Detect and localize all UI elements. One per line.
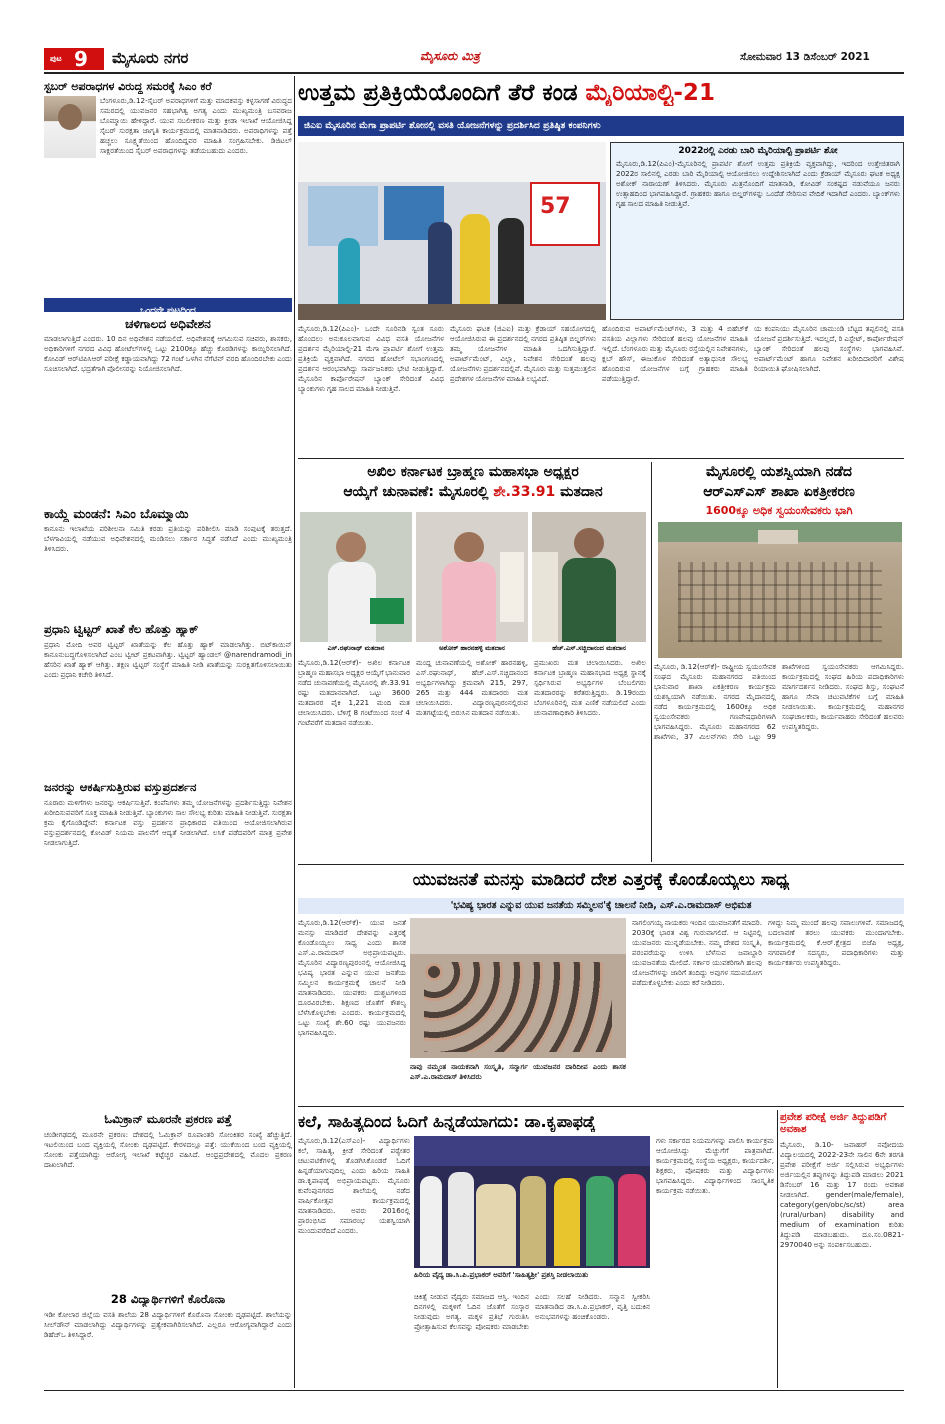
youth-col-3: ನಾಗಲಿಂಗಯ್ಯ ನಾಯಕರು ಇಂದಿನ ಯುವಜನತೆಗೆ ಮಾದರಿ. 2030ಕ್ಕೆ ಭಾರತ ವಿಶ್ವ ಗುರುವಾಗಲಿದೆ. ಆ ನಿಟ್ಟಿನಲ್ಲಿ ಯುವಜನರು ಮುನ್ನಡೆಯಬೇಕು. ನಮ್ಮ ದೇಶದ ಸಂಸ್ಕೃತಿ, ಪರಂಪರೆಯನ್ನು ಉಳಿಸಿ ಬೆಳೆಸುವ ಜವಾಬ್ದಾರಿ ಯುವಜನತೆಯ ಮೇಲಿದೆ. ಸರ್ಕಾರ ಯುವಕರಿಗಾಗಿ ಹಲವು ಯೋಜನೆಗಳನ್ನು ಜಾರಿಗೆ ತಂದಿದ್ದು ಅವುಗಳ ಸದುಪಯೋಗ ಪಡೆದುಕೊಳ್ಳಬೇಕು ಎಂದು ಕರೆ ನೀಡಿದರು. [632,918,762,987]
students-body: ಇಡೀ ಕೋಲಾರ ಜಿಲ್ಲೆಯ ವಸತಿ ಶಾಲೆಯ 28 ವಿದ್ಯಾರ್ಥಿಗಳಿಗೆ ಕೊರೊನಾ ಸೋಂಕು ದೃಢಪಟ್ಟಿದೆ. ಶಾಲೆಯನ್ನು ಸೀಲ್‌ಡೌನ್ ಮಾಡಲಾಗಿದ್ದು ವಿದ್ಯಾರ್ಥಿಗಳನ್ನು ಪ್ರತ್ಯೇಕವಾಗಿರಿಸಲಾಗಿದೆ. ಎಲ್ಲರೂ ಆರೋಗ್ಯವಾಗಿದ್ದಾರೆ ಎಂದು ಡಿಹೆಚ್‌ಒ ತಿಳಿಸಿದ್ದಾರೆ. [44,1310,292,1339]
realty-bottom-rule [298,458,904,459]
sub-banner-label: ಒಂದನೇ ಪುಟದಿಂದ [140,306,196,316]
page-bottom-rule [44,1390,904,1391]
rss-headline-1: ಮೈಸೂರಲ್ಲಿ ಯಶಸ್ವಿಯಾಗಿ ನಡೆದ [706,464,852,480]
brahmin-rss-divider [651,462,652,862]
omicron-headline: ಓಮಿಕ್ರಾನ್ ಮೂರನೇ ಪ್ರಕರಣ ಪತ್ತೆ [104,1112,232,1126]
brahmin-col-1: ಮೈಸೂರು,ಡಿ.12(ಆರ್‌ಕೆ)- ಅಖಿಲ ಕರ್ನಾಟಕ ಬ್ರಾಹ್ಮಣ ಮಹಾಸಭಾ ಅಧ್ಯಕ್ಷರ ಆಯ್ಕೆಗೆ ಭಾನುವಾರ ನಡೆದ ಚುನಾವಣೆಯಲ್ಲಿ ಮೈಸೂರಲ್ಲಿ ಶೇ.33.91 ರಷ್ಟು ಮತದಾನವಾಗಿದೆ. ಒಟ್ಟು 3600 ಮತದಾರರ ಪೈಕಿ 1,221 ಮಂದಿ ಮತ ಚಲಾಯಿಸಿದರು. ಬೆಳಿಗ್ಗೆ 8 ಗಂಟೆಯಿಂದ ಸಂಜೆ 4 ಗಂಟೆವರೆಗೆ ಮತದಾನ ನಡೆಯಿತು. [298,658,410,727]
brahmin-headline-2-red: ಶೇ.33.91 [493,484,556,500]
paper-name: ಮೈಸೂರು ಮಿತ್ರ [420,49,480,63]
art-exam-divider [777,1110,778,1388]
brahmin-headline-2-end: ಮತದಾನ [560,484,603,500]
stall-sign-number: 57 [540,194,571,219]
masthead-rule [44,72,904,74]
brahmin-headline-1: ಅಖಿಲ ಕರ್ನಾಟಕ ಬ್ರಾಹ್ಮಣ ಮಹಾಸಭಾ ಅಧ್ಯಕ್ಷರ [367,464,579,480]
sub-banner [44,298,292,316]
page-number: 9 [74,47,88,71]
exhibit-headline: ಜನರನ್ನು ಆಕರ್ಷಿಸುತ್ತಿರುವ ವಸ್ತುಪ್ರದರ್ಶನ [44,780,197,794]
realty-headline-main: ಉತ್ತಮ ಪ್ರತಿಕ್ರಿಯೆಯೊಂದಿಗೆ ತೆರೆ ಕಂಡ [298,80,578,106]
art-headline: ಕಲೆ, ಸಾಹಿತ್ಯದಿಂದ ಓದಿಗೆ ಹಿನ್ನಡೆಯಾಗದು: ಡಾ.ಕೃಪಾಫಡ್ಕೆ [298,1112,596,1131]
exam-headline: ಪ್ರವೇಶ ಪರೀಕ್ಷೆ ಅರ್ಜಿ ತಿದ್ದುಪಡಿಗೆ ಅವಕಾಶ [780,1112,887,1135]
exam-body: ಮೈಸೂರು, ಡಿ.10- ಜವಾಹರ್ ನವೋದಯ ವಿದ್ಯಾಲಯದಲ್ಲಿ 2022-23ನೇ ಸಾಲಿನ 6ನೇ ತರಗತಿ ಪ್ರವೇಶ ಪರೀಕ್ಷೆಗೆ ಅರ್ಜಿ ಸಲ್ಲಿಸಿರುವ ಅಭ್ಯರ್ಥಿಗಳು ಅರ್ಜಿಯಲ್ಲಿನ ತಪ್ಪುಗಳನ್ನು ತಿದ್ದುಪಡಿ ಮಾಡಲು 2021 ಡಿಸೆಂಬರ್ 16 ಮತ್ತು 17 ರಂದು ಅವಕಾಶ ನೀಡಲಾಗಿದೆ. gender(male/female), category(gen/obc/sc/st) area (rural/urban) disability and medium of examination ಕುರಿತು ತಿದ್ದುಪಡಿ ಮಾಡಬಹುದು. ದೂ.ಸಂ.0821-2970040 ಅನ್ನು ಸಂಪರ್ಕಿಸಬಹುದು. [780,1140,904,1249]
youth-subhead-bar [298,898,904,914]
realty-headline [298,80,904,106]
section-title: ಮೈಸೂರು ನಗರ [112,49,189,67]
youth-bottom-rule [298,1106,904,1107]
realty-col-3: ಹೊಂದಿರುವ ಅಪಾರ್ಟ್‌ಮೆಂಟ್‌ಗಳು, 3 ಮತ್ತು 4 ಬಿಹೆಚ್‌ಕೆ ವಸತಿಯ ವಿಲ್ಲಾಗಳು ಸೇರಿದಂತೆ ಹಲವು ಯೋಜನೆಗಳ ಮಾಹಿತಿ ಇಲ್ಲಿದೆ. ಬೆಂಗಳೂರು ಮತ್ತು ಮೈಸೂರು ರಸ್ತೆಯಲ್ಲಿನ ನಿವೇಶನಗಳು, ಕ್ಲಬ್ ಹೌಸ್, ಈಜುಕೊಳ ಸೇರಿದಂತೆ ಅತ್ಯಾಧುನಿಕ ಸೌಲಭ್ಯ ಹೊಂದಿರುವ ಯೋಜನೆಗಳ ಬಗ್ಗೆ ಗ್ರಾಹಕರು ಮಾಹಿತಿ ಪಡೆಯುತ್ತಿದ್ದಾರೆ. [602,324,748,383]
realty-box-title: 2022ರಲ್ಲಿ ಎರಡು ಬಾರಿ ಮೈರಿಯಾಲ್ಟಿ ಪ್ರಾಪರ್ಟಿ ಶೋ [678,146,838,156]
brahmin-headline-2 [298,484,648,500]
youth-photo-caption: ನಾವು ನಮ್ಮಂತ ನಾಯಕನಾಗಿ ಸಂಸ್ಕೃತಿ, ಸನ್ಮಾರ್ಗ ಯುವಜನರ ದಾರಿದೀಪ ಎಂದು ಶಾಸಕ ಎಸ್.ಎ.ರಾಮದಾಸ್ ತಿಳಿಸಿದರು [410,1062,626,1081]
youth-photo [410,918,626,1058]
voter-photo-3 [532,512,646,642]
art-col-3: ಚಿಕಿತ್ಸೆ ನೀಡುವ ವೈದ್ಯರು ಸಮಾಜದ ಆಸ್ತಿ. ಇಂದಿನ ದಿನಗಳಲ್ಲಿ ಮಕ್ಕಳಿಗೆ ಓದಿನ ಜೊತೆಗೆ ಸಂಸ್ಕಾರ ನೀಡುವುದು ಅಗತ್ಯ. ಮಕ್ಕಳ ಪ್ರತಿಭೆ ಗುರುತಿಸಿ ಪ್ರೋತ್ಸಾಹಿಸುವ ಕೆಲಸವನ್ನು ಪೋಷಕರು ಮಾಡಬೇಕು ಎಂದು ಸಲಹೆ ನೀಡಿದರು. ಸನ್ಮಾನ ಸ್ವೀಕರಿಸಿ ಮಾತನಾಡಿದ ಡಾ.ಸಿ.ಪಿ.ಪ್ರಭಾಕರ್, ವೃತ್ತಿ ಬದುಕಿನ ಅನುಭವಗಳನ್ನು ಹಂಚಿಕೊಂಡರು. [414,1292,650,1331]
realty-subhead: ಜಿಎಐ ಮೈಸೂರಿನ ಮೆಗಾ ಪ್ರಾಪರ್ಟಿ ಶೋನಲ್ಲಿ ವಸತಿ ಯೋಜನೆಗಳನ್ನು ಪ್ರದರ್ಶಿಸಿದ ಪ್ರತಿಷ್ಠಿತ ಕಂಪನಿಗಳು [304,120,601,131]
left-column-divider [294,76,295,1388]
session-body: ಮಾಡಲಾಗುತ್ತಿದೆ ಎಂದರು. 10 ದಿನ ಅಧಿವೇಶನ ನಡೆಯಲಿದೆ. ಅಧಿವೇಶನಕ್ಕೆ ಆಗಮಿಸುವ ಸಚಿವರು, ಶಾಸಕರು, ಅಧಿಕಾರಿಗಳಿಗೆ ನಗರದ ವಿವಿಧ ಹೋಟೆಲ್‌ಗಳಲ್ಲಿ ಒಟ್ಟು 2100ಕ್ಕೂ ಹೆಚ್ಚು ಕೊಠಡಿಗಳನ್ನು ಕಾಯ್ದಿರಿಸಲಾಗಿದೆ. ಕೋವಿಡ್ ಆರ್‌ಟಿಪಿಸಿಆರ್ ಪರೀಕ್ಷೆ ಕಡ್ಡಾಯವಾಗಿದ್ದು 72 ಗಂಟೆ ಒಳಗಿನ ನೆಗೆಟಿವ್ ವರದಿ ಹೊಂದಿರಬೇಕು ಎಂದು ಸೂಚಿಸಲಾಗಿದೆ. ಭದ್ರತೆಗಾಗಿ ಪೊಲೀಸರನ್ನು ನಿಯೋಜಿಸಲಾಗಿದೆ. [44,334,292,373]
page-label: ಪುಟ [50,54,62,63]
youth-col-4: ಗಳಿದ್ದು ನಿಮ್ಮ ಮುಂದೆ ಹಲವು ಸವಾಲುಗಳಿವೆ. ಸಮಾಜದಲ್ಲಿ ಬದಲಾವಣೆ ತರಲು ಯುವಕರು ಮುಂದಾಗಬೇಕು. ಕಾರ್ಯಕ್ರಮದಲ್ಲಿ ಕೆ.ಆರ್.ಕ್ಷೇತ್ರದ ಬಿಜೆಪಿ ಅಧ್ಯಕ್ಷ, ನಗರಪಾಲಿಕೆ ಸದಸ್ಯರು, ಪದಾಧಿಕಾರಿಗಳು ಮತ್ತು ಕಾರ್ಯಕರ್ತರು ಉಪಸ್ಥಿತರಿದ್ದರು. [768,918,904,967]
rss-story [654,462,904,862]
issue-date: ಸೋಮವಾರ 13 ಡಿಸೆಂಬರ್ 2021 [740,51,870,63]
youth-subhead: 'ಭವಿಷ್ಯ ಭಾರತ ಎನ್ನುವ ಯುವ ಜನತೆಯ ಸಮ್ಮಿಲನ'ಕ್ಕೆ ಚಾಲನೆ ನೀಡಿ, ಎಸ್.ಎ.ರಾಮದಾಸ್ ಅಭಿಮತ [450,900,752,911]
omicron-body: ಚಂಡೀಗಢದಲ್ಲಿ ಮೂರನೇ ಪ್ರಕರಣ: ದೇಶದಲ್ಲಿ ಓಮಿಕ್ರಾನ್ ರೂಪಾಂತರಿ ಸೋಂಕಿತರ ಸಂಖ್ಯೆ ಹೆಚ್ಚುತ್ತಿದೆ. ಇಟಲಿಯಿಂದ ಬಂದ ವ್ಯಕ್ತಿಯಲ್ಲಿ ಸೋಂಕು ದೃಢಪಟ್ಟಿದೆ. ಕೇರಳದಲ್ಲೂ ಪತ್ತೆ: ಯುಕೆಯಿಂದ ಬಂದ ವ್ಯಕ್ತಿಯಲ್ಲಿ ಸೋಂಕು ಪತ್ತೆಯಾಗಿದ್ದು ಆರೋಗ್ಯ ಇಲಾಖೆ ಕಟ್ಟೆಚ್ಚರ ವಹಿಸಿದೆ. ಆಂಧ್ರಪ್ರದೇಶದಲ್ಲಿ ಮೊದಲ ಪ್ರಕರಣ ದಾಖಲಾಗಿದೆ. [44,1130,292,1169]
masthead [0,44,945,72]
realty-story [298,76,904,456]
art-photo [414,1136,650,1268]
voter-photo-2 [416,512,528,642]
art-photo-caption: ಹಿರಿಯ ವೈದ್ಯ ಡಾ.ಸಿ.ಪಿ.ಪ್ರಭಾಕರ್ ಅವರಿಗೆ 'ಸಾಹಿತ್ಯಶ್ರೀ' ಪ್ರಶಸ್ತಿ ನೀಡಲಾಯಿತು [414,1270,589,1279]
realty-subhead-bar [298,116,904,136]
realty-photo [298,142,606,320]
voter-photo-1 [300,512,412,642]
hack-body: ಪ್ರಧಾನಿ ಮೋದಿ ಅವರ ಟ್ವಿಟ್ಟರ್ ಖಾತೆಯನ್ನು ಕೆಲ ಹೊತ್ತು ಹ್ಯಾಕ್ ಮಾಡಲಾಗಿತ್ತು. ಬಿಟ್‌ಕಾಯಿನ್ ಕಾನೂನುಬದ್ಧಗೊಳಿಸಲಾಗಿದೆ ಎಂಬ ಟ್ವೀಟ್ ಪ್ರಕಟವಾಗಿತ್ತು. ಟ್ವಿಟ್ಟರ್ ಹ್ಯಾಂಡಲ್ @narendramodi_in ಹೆಸರಿನ ಖಾತೆ ಹ್ಯಾಕ್ ಆಗಿತ್ತು. ತಕ್ಷಣ ಟ್ವಿಟ್ಟರ್ ಸಂಸ್ಥೆಗೆ ಮಾಹಿತಿ ನೀಡಿ ಖಾತೆಯನ್ನು ಸುರಕ್ಷಿತಗೊಳಿಸಲಾಯಿತು ಎಂದು ಪ್ರಧಾನಿ ಕಚೇರಿ ತಿಳಿಸಿದೆ. [44,640,292,679]
art-col-1: ಮೈಸೂರು,ಡಿ.12(ಎಸ್‌ಎಂ)- ವಿದ್ಯಾರ್ಥಿಗಳು ಕಲೆ, ಸಾಹಿತ್ಯ, ಕ್ರೀಡೆ ಸೇರಿದಂತೆ ಪಠ್ಯೇತರ ಚಟುವಟಿಕೆಗಳಲ್ಲಿ ತೊಡಗಿಸಿಕೊಂಡರೆ ಓದಿಗೆ ಹಿನ್ನಡೆಯಾಗುವುದಿಲ್ಲ ಎಂದು ಹಿರಿಯ ಸಾಹಿತಿ ಡಾ.ಕೃಪಾಫಡ್ಕೆ ಅಭಿಪ್ರಾಯಪಟ್ಟರು. ಮೈಸೂರು ಕುವೆಂಪುನಗರದ ಶಾಲೆಯಲ್ಲಿ ನಡೆದ ವಾರ್ಷಿಕೋತ್ಸವ ಕಾರ್ಯಕ್ರಮದಲ್ಲಿ ಮಾತನಾಡಿದರು. ಅವರು 2016ರಲ್ಲಿ ಪ್ರಾರಂಭಿಸಿದ ಸಮಾರಂಭ ಯಶಸ್ವಿಯಾಗಿ ಮುಂದುವರೆದಿದೆ ಎಂದರು. [298,1136,410,1235]
rss-subhead: 1600ಕ್ಕೂ ಅಧಿಕ ಸ್ವಯಂಸೇವಕರು ಭಾಗಿ [705,504,853,517]
hack-headline: ಪ್ರಧಾನಿ ಟ್ವಿಟ್ಟರ್ ಖಾತೆ ಕೆಲ ಹೊತ್ತು ಹ್ಯಾಕ್ [44,622,199,636]
realty-col-4: ಯ ಕಂಪನಿಯು ಮೈಸೂರಿನ ಚಾಮುಂಡಿ ಬೆಟ್ಟದ ತಪ್ಪಲಿನಲ್ಲಿ ವಸತಿ ಯೋಜನೆ ಪ್ರದರ್ಶಿಸುತ್ತಿದೆ. ಇದಲ್ಲದೆ, ರಿ ಎಸ್ಟೇಟ್, ಕಾರ್ಪೋರೇಷನ್ ಬ್ಯಾಂಕ್ ಸೇರಿದಂತೆ ಹಲವು ಸಂಸ್ಥೆಗಳು ಭಾಗವಹಿಸಿವೆ. ಅಪಾರ್ಟ್‌ಮೆಂಟ್ ಹಾಗೂ ನಿವೇಶನ ಖರೀದಿದಾರರಿಗೆ ವಿಶೇಷ ರಿಯಾಯಿತಿ ಘೋಷಿಸಲಾಗಿದೆ. [754,324,904,373]
rss-headline-2: ಆರ್‌ಎಸ್‌ಎಸ್ ಶಾಖಾ ಏಕತ್ರೀಕರಣ [703,484,855,500]
brahmin-col-2: ಮಂದ್ದ ಚುನಾವಣೆಯಲ್ಲಿ ಅಶೋಕ್ ಹಾರನಹಳ್ಳಿ, ಎಸ್.ರಘುನಾಥ್, ಹೆಚ್.ಎಸ್.ಸಚ್ಚಿದಾನಂದ ಅಭ್ಯರ್ಥಿಗಳಾಗಿದ್ದು ಕ್ರಮವಾಗಿ 215, 297, 265 ಮತ್ತು 444 ಮತದಾರರು ಮತ ಚಲಾಯಿಸಿದರು. ವಿದ್ಯಾರಣ್ಯಪುರಂನಲ್ಲಿರುವ ಮತಗಟ್ಟೆಯಲ್ಲಿ ಬಿರುಸಿನ ಮತದಾನ ನಡೆಯಿತು. [416,658,528,717]
law-headline: ಕಾಯ್ದೆ ಮಂಡನೆ: ಸಿಎಂ ಬೊಮ್ಮಾಯಿ [44,506,189,521]
cm-portrait [44,96,96,158]
page-number-box [44,48,104,70]
youth-headline: ಯುವಜನತೆ ಮನಸ್ಸು ಮಾಡಿದರೆ ದೇಶ ಎತ್ತರಕ್ಕೆ ಕೊಂಡೊಯ್ಯಲು ಸಾಧ್ಯ [412,870,790,890]
youth-story [298,868,904,1104]
exam-notice [780,1110,904,1388]
realty-info-box [610,142,904,320]
lead-body: ಬೆಂಗಳೂರು,ಡಿ.12-ಸೈಬರ್ ಅಪರಾಧಗಳಿಗೆ ಮತ್ತು ಮಾದಕವಸ್ತು ಕಳ್ಳಸಾಗಣೆ ವಿರುದ್ಧದ ಸಮರದಲ್ಲಿ ಯುವಜನರ ಸಹಭಾಗಿತ್ವ ಅಗತ್ಯ ಎಂದು ಮುಖ್ಯಮಂತ್ರಿ ಬಸವರಾಜ ಬೊಮ್ಮಾಯಿ ಹೇಳಿದ್ದಾರೆ. ಯುವ ಸಬಲೀಕರಣ ಮತ್ತು ಕ್ರೀಡಾ ಇಲಾಖೆ ಆಯೋಜಿಸಿದ್ದ ಸೈಬರ್ ಸುರಕ್ಷತಾ ಜಾಗೃತಿ ಕಾರ್ಯಕ್ರಮದಲ್ಲಿ ಮಾತನಾಡಿದರು. ಅಪರಾಧಿಗಳನ್ನು ಪತ್ತೆ ಹಚ್ಚಲು ಸೂಕ್ಷ್ಮತೆಯಿಂದ ಹೊಂದಿದ್ದವರ ಮಾಹಿತಿ ಸಂಗ್ರಹಿಸಬೇಕು. ಡಿಜಿಟಲ್ ಸಾಕ್ಷರತೆಯಿಂದ ಸೈಬರ್ ಅಪರಾಧಗಳನ್ನು ತಡೆಯಬಹುದು ಎಂದರು. [100,96,292,155]
brahmin-col-3: ಪ್ರಮುಖರು ಮತ ಚಲಾಯಿಸಿದರು. ಅಖಿಲ ಕರ್ನಾಟಕ ಬ್ರಾಹ್ಮಣ ಮಹಾಸಭಾದ ಅಧ್ಯಕ್ಷ ಸ್ಥಾನಕ್ಕೆ ಸ್ಪರ್ಧಿಸಿರುವ ಅಭ್ಯರ್ಥಿಗಳ ಬೆಂಬಲಿಗರು ಮತದಾರರನ್ನು ಕರೆತರುತ್ತಿದ್ದರು. ಡಿ.19ರಂದು ಬೆಂಗಳೂರಿನಲ್ಲಿ ಮತ ಎಣಿಕೆ ನಡೆಯಲಿದೆ ಎಂದು ಚುನಾವಣಾಧಿಕಾರಿ ತಿಳಿಸಿದರು. [534,658,646,717]
realty-col-1: ಮೈಸೂರು,ಡಿ.12(ಪಿಎಂ)- ಒಂದೇ ಸೂರಿನಡಿ ಸ್ವಂತ ಸೂರು ಹೊಂದಲು ಅನುಕೂಲವಾಗುವ ವಿವಿಧ ವಸತಿ ಯೋಜನೆಗಳ ಪ್ರದರ್ಶನ ಮೈರಿಯಾಲ್ಟಿ-21 ಮೆಗಾ ಪ್ರಾಪರ್ಟಿ ಶೋಗೆ ಉತ್ತಮ ಪ್ರತಿಕ್ರಿಯೆ ವ್ಯಕ್ತವಾಗಿದೆ. ನಗರದ ಹೋಟೆಲ್ ಸಭಾಂಗಣದಲ್ಲಿ ಪ್ರದರ್ಶನ ಆರಂಭವಾಗಿದ್ದು ಸಾರ್ವಜನಿಕರು ಭೇಟಿ ನೀಡುತ್ತಿದ್ದಾರೆ. ಮೈಸೂರಿನ ಕಾರ್ಪೊರೇಷನ್ ಬ್ಯಾಂಕ್ ಸೇರಿದಂತೆ ವಿವಿಧ ಬ್ಯಾಂಕುಗಳು ಗೃಹ ಸಾಲದ ಮಾಹಿತಿ ನೀಡುತ್ತಿವೆ. [298,324,444,393]
rss-body: ಮೈಸೂರು, ಡಿ.12(ಆರ್‌ಕೆ)- ರಾಷ್ಟ್ರೀಯ ಸ್ವಯಂಸೇವಕ ಸಂಘದ ಮೈಸೂರು ಮಹಾನಗರದ ವತಿಯಿಂದ ಭಾನುವಾರ ಶಾಖಾ ಏಕತ್ರೀಕರಣ ಕಾರ್ಯಕ್ರಮ ಯಶಸ್ವಿಯಾಗಿ ನಡೆಯಿತು. ನಗರದ ಮೈದಾನದಲ್ಲಿ ನಡೆದ ಕಾರ್ಯಕ್ರಮದಲ್ಲಿ 1600ಕ್ಕೂ ಅಧಿಕ ಸ್ವಯಂಸೇವಕರು ಗಣವೇಷಧಾರಿಗಳಾಗಿ ಭಾಗವಹಿಸಿದ್ದರು. ಮೈಸೂರು ಮಹಾನಗರದ 62 ಶಾಖೆಗಳು, 37 ಮಿಲನ್‌ಗಳು ಸೇರಿ ಒಟ್ಟು 99 ಶಾಖೆಗಳಿಂದ ಸ್ವಯಂಸೇವಕರು ಆಗಮಿಸಿದ್ದರು. ಕಾರ್ಯಕ್ರಮದಲ್ಲಿ ಸಂಘದ ಹಿರಿಯ ಪದಾಧಿಕಾರಿಗಳು ಮಾರ್ಗದರ್ಶನ ನೀಡಿದರು. ಸಂಘದ ಶಿಸ್ತು, ಸಂಘಟನೆ ಹಾಗೂ ಸೇವಾ ಚಟುವಟಿಕೆಗಳ ಬಗ್ಗೆ ಮಾಹಿತಿ ನೀಡಲಾಯಿತು. ಕಾರ್ಯಕ್ರಮದಲ್ಲಿ ಮಹಾನಗರ ಸಂಘಚಾಲಕರು, ಕಾರ್ಯವಾಹರು ಸೇರಿದಂತೆ ಹಲವರು ಉಪಸ್ಥಿತರಿದ್ದರು. [654,662,904,741]
law-body: ಕಾನೂನು ಇಲಾಖೆಯ ಪರಿಶೀಲನಾ ಸಮಿತಿ ಕರಡು ಪ್ರತಿಯನ್ನು ಪರಿಶೀಲಿಸಿ ಮಾಡಿ ಸಂಪುಟಕ್ಕೆ ತರುತ್ತದೆ. ಬೆಳಗಾವಿಯಲ್ಲಿ ನಡೆಯುವ ಅಧಿವೇಶನದಲ್ಲಿ ಮಂಡಿಸಲು ಸರ್ಕಾರ ಸಿದ್ಧತೆ ನಡೆಸಿದೆ ಎಂದು ಮುಖ್ಯಮಂತ್ರಿ ತಿಳಿಸಿದರು. [44,524,292,553]
exhibit-body: ನೂರಾರು ಮಳಿಗೆಗಳು ಜನರನ್ನು ಆಕರ್ಷಿಸುತ್ತಿವೆ. ಕಂಪೆನಿಗಳು ತಮ್ಮ ಯೋಜನೆಗಳನ್ನು ಪ್ರದರ್ಶಿಸುತ್ತಿದ್ದು ನಿವೇಶನ ಖರೀದಿಸುವವರಿಗೆ ಸೂಕ್ತ ಮಾಹಿತಿ ನೀಡುತ್ತಿವೆ. ಬ್ಯಾಂಕುಗಳು ಸಾಲ ಸೌಲಭ್ಯ ಕುರಿತು ಮಾಹಿತಿ ನೀಡುತ್ತಿವೆ. ಸುರಕ್ಷತಾ ಕ್ರಮ ಕೈಗೊಂಡಿದ್ದೇವೆ: ಕರ್ನಾಟಕ ವಸ್ತು ಪ್ರದರ್ಶನ ಪ್ರಾಧಿಕಾರದ ವತಿಯಿಂದ ಆಯೋಜಿಸಲಾಗಿರುವ ವಸ್ತುಪ್ರದರ್ಶನದಲ್ಲಿ ಕೋವಿಡ್ ನಿಯಮ ಪಾಲನೆಗೆ ಆದ್ಯತೆ ನೀಡಲಾಗಿದೆ. ಲಸಿಕೆ ಪಡೆದವರಿಗೆ ಮಾತ್ರ ಪ್ರವೇಶ ನೀಡಲಾಗುತ್ತಿದೆ. [44,798,292,847]
art-story [298,1110,774,1388]
realty-col-2: ಮೈಸೂರು ಘಟಕ (ಜಿಎಐ) ಮತ್ತು ಕ್ರೆಡಾಯ್ ಸಹಯೋಗದಲ್ಲಿ ಆಯೋಜಿಸಿರುವ ಈ ಪ್ರದರ್ಶನದಲ್ಲಿ ನಗರದ ಪ್ರತಿಷ್ಠಿತ ಬಿಲ್ಡರ್‌ಗಳು ತಮ್ಮ ಯೋಜನೆಗಳ ಮಾಹಿತಿ ಒದಗಿಸುತ್ತಿದ್ದಾರೆ. ಅಪಾರ್ಟ್‌ಮೆಂಟ್, ವಿಲ್ಲಾ, ನಿವೇಶನ ಸೇರಿದಂತೆ ಹಲವು ಯೋಜನೆಗಳು ಪ್ರದರ್ಶನದಲ್ಲಿವೆ. ಮೈಸೂರು ಮತ್ತು ಸುತ್ತಮುತ್ತಲಿನ ಪ್ರದೇಶಗಳ ಯೋಜನೆಗಳ ಮಾಹಿತಿ ಲಭ್ಯವಿದೆ. [450,324,596,383]
brahmin-story [298,462,648,862]
voter-caption-3: ಹೆಚ್.ಎಸ್.ಸಚ್ಚಿದಾನಂದ ಮತದಾನ [552,644,626,652]
youth-col-1: ಮೈಸೂರು,ಡಿ.12(ಆರ್‌ಕೆ)- ಯುವ ಜನತೆ ಮನಸ್ಸು ಮಾಡಿದರೆ ದೇಶವನ್ನು ಎತ್ತರಕ್ಕೆ ಕೊಂಡೊಯ್ಯಲು ಸಾಧ್ಯ ಎಂದು ಶಾಸಕ ಎಸ್.ಎ.ರಾಮದಾಸ್ ಅಭಿಪ್ರಾಯಪಟ್ಟರು. ಮೈಸೂರಿನ ವಿದ್ಯಾರಣ್ಯಪುರಂನಲ್ಲಿ ಆಯೋಜಿಸಿದ್ದ ಭವಿಷ್ಯ ಭಾರತ ಎನ್ನುವ ಯುವ ಜನತೆಯ ಸಮ್ಮಿಲನ ಕಾರ್ಯಕ್ರಮಕ್ಕೆ ಚಾಲನೆ ನೀಡಿ ಮಾತನಾಡಿದರು. ಯುವಕರು ದುಶ್ಚಟಗಳಿಂದ ದೂರವಿರಬೇಕು. ಶಿಕ್ಷಣದ ಜೊತೆಗೆ ಕೌಶಲ್ಯ ಬೆಳೆಸಿಕೊಳ್ಳಬೇಕು ಎಂದರು. ಕಾರ್ಯಕ್ರಮದಲ್ಲಿ ಒಟ್ಟು ಸಂಖ್ಯೆ ಶೇ.60 ರಷ್ಟು ಯುವಜನರು ಭಾಗವಹಿಸಿದ್ದರು. [298,918,406,1037]
voter-caption-1: ಎಸ್.ರಘುನಾಥ್ ಮತದಾನ [327,644,385,652]
rss-bottom-rule [298,864,904,865]
students-headline: 28 ವಿದ್ಯಾರ್ಥಿಗಳಿಗೆ ಕೊರೊನಾ [110,1292,226,1306]
left-column [44,76,292,1388]
brahmin-headline-2-main: ಆಯ್ಕೆಗೆ ಚುನಾವಣೆ: ಮೈಸೂರಲ್ಲಿ [343,484,489,500]
art-col-4: ಗಳು ಸರ್ಕಾರದ ನಿಯಮಗಳನ್ನು ಪಾಲಿಸಿ ಕಾರ್ಯಕ್ರಮ ಆಯೋಜಿಸಿದ್ದು ಮೆಚ್ಚುಗೆಗೆ ಪಾತ್ರವಾಗಿದೆ. ಕಾರ್ಯಕ್ರಮದಲ್ಲಿ ಸಂಸ್ಥೆಯ ಅಧ್ಯಕ್ಷರು, ಕಾರ್ಯದರ್ಶಿ, ಶಿಕ್ಷಕರು, ಪೋಷಕರು ಮತ್ತು ವಿದ್ಯಾರ್ಥಿಗಳು ಭಾಗವಹಿಸಿದ್ದರು. ವಿದ್ಯಾರ್ಥಿಗಳಿಂದ ಸಾಂಸ್ಕೃತಿಕ ಕಾರ್ಯಕ್ರಮ ನಡೆಯಿತು. [656,1136,774,1195]
voter-caption-2: ಅಶೋಕ್ ಹಾರನಹಳ್ಳಿ ಮತದಾನ [439,644,505,652]
rss-ground-photo [658,522,902,658]
realty-box-body: ಮೈಸೂರು,ಡಿ.12(ಪಿಎಂ)-ಮೈಸೂರಿನಲ್ಲಿ ಪ್ರಾಪರ್ಟಿ ಶೋಗೆ ಉತ್ತಮ ಪ್ರತಿಕ್ರಿಯೆ ವ್ಯಕ್ತವಾಗಿದ್ದು, ಇದರಿಂದ ಉತ್ತೇಜಿತರಾಗಿ 2022ರ ಸಾಲಿನಲ್ಲಿ ಎರಡು ಬಾರಿ ಮೈರಿಯಾಲ್ಟಿ ಆಯೋಜಿಸಲು ಉದ್ದೇಶಿಸಲಾಗಿದೆ ಎಂದು ಕ್ರೆಡಾಯ್ ಮೈಸೂರು ಘಟಕ ಅಧ್ಯಕ್ಷ ಅಶೋಕ್ ನಾರಾಯಣ್ ತಿಳಿಸಿದರು. ಮೈಸೂರು ಮಿತ್ರನೊಂದಿಗೆ ಮಾತನಾಡಿ, ಕೋವಿಡ್ ಸಂಕಷ್ಟದ ನಡುವೆಯೂ ಜನರು ಉತ್ಸಾಹದಿಂದ ಭಾಗವಹಿಸಿದ್ದಾರೆ. ಗ್ರಾಹಕರು ಹಾಗೂ ಬಿಲ್ಡರ್‌ಗಳನ್ನು ಒಂದೆಡೆ ಸೇರಿಸುವ ವೇದಿಕೆ ಇದಾಗಿದೆ ಎಂದರು. ಬ್ಯಾಂಕ್‌ಗಳು ಗೃಹ ಸಾಲದ ಮಾಹಿತಿ ನೀಡುತ್ತಿವೆ. [616,159,900,208]
lead-headline: ಸ್ಟಬರ್ ಅಪರಾಧಗಳ ವಿರುದ್ಧ ಸಮರಕ್ಕೆ ಸಿಎಂ ಕರೆ [44,80,212,93]
realty-headline-red: ಮೈರಿಯಾಲ್ಟಿ-21 [585,80,715,106]
session-headline: ಚಳಿಗಾಲದ ಅಧಿವೇಶನ [125,317,211,331]
